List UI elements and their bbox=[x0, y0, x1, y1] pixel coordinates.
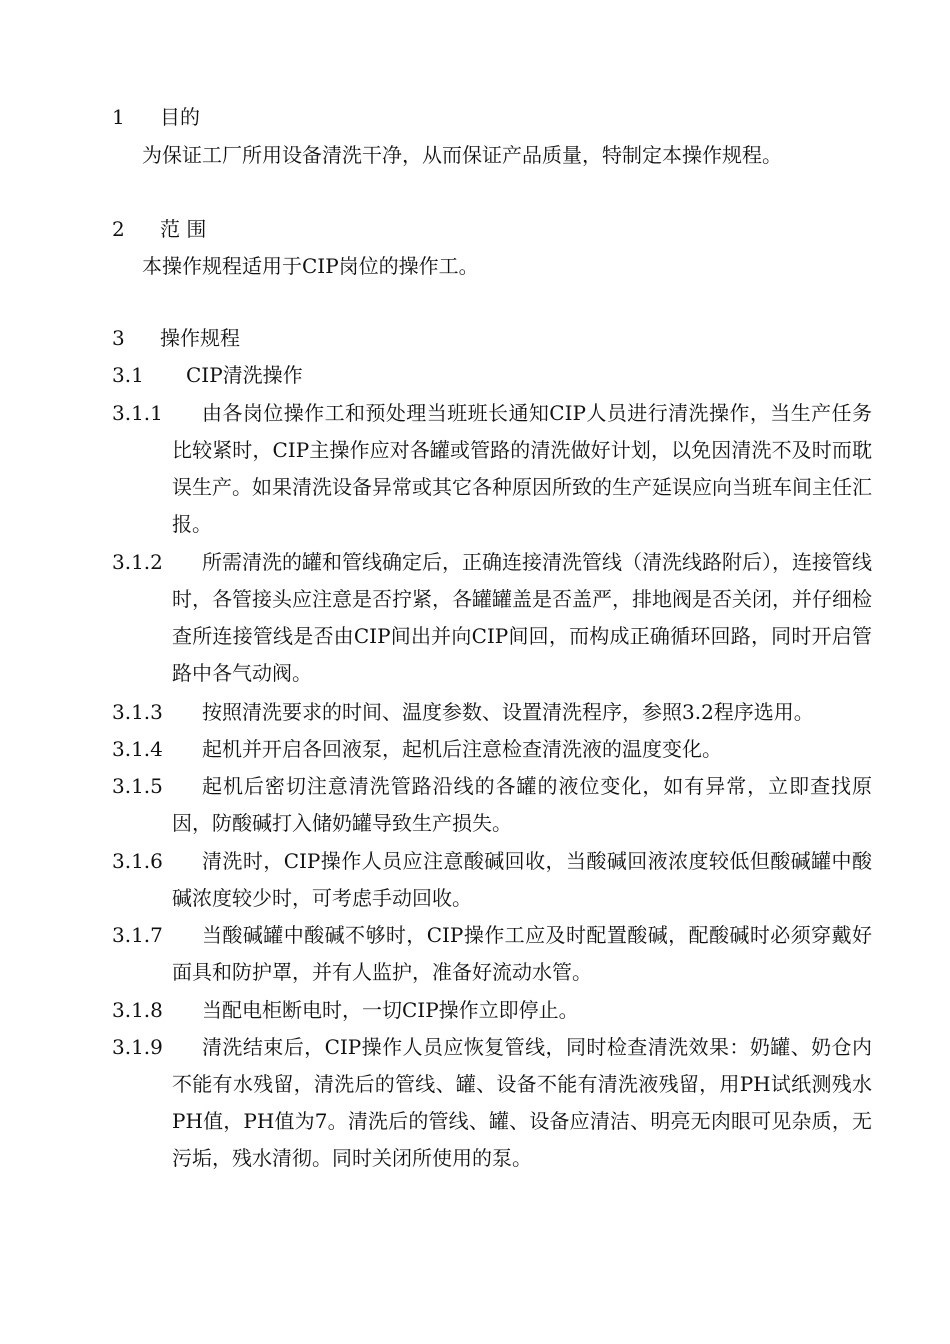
section-title: 目的 bbox=[160, 105, 200, 129]
list-item bbox=[112, 395, 872, 543]
list-item bbox=[112, 731, 872, 768]
subsection-number: 3.1 bbox=[112, 363, 144, 387]
item-number: 3.1.6 bbox=[112, 849, 163, 873]
item-number: 3.1.7 bbox=[112, 923, 163, 947]
list-item bbox=[112, 1029, 872, 1177]
section-number: 3 bbox=[112, 326, 125, 350]
item-number: 3.1.2 bbox=[112, 550, 163, 574]
item-text: 起机并开启各回液泵，起机后注意检查清洗液的温度变化。 bbox=[202, 737, 722, 761]
section-2-heading bbox=[112, 211, 206, 248]
list-item bbox=[112, 992, 872, 1029]
subsection-3-1-heading bbox=[112, 357, 303, 394]
item-number: 3.1.3 bbox=[112, 700, 163, 724]
section-3-heading bbox=[112, 320, 240, 357]
item-text: 当配电柜断电时，一切CIP操作立即停止。 bbox=[202, 998, 579, 1022]
item-text: 由各岗位操作工和预处理当班班长通知CIP人员进行清洗操作，当生产任务比较紧时，CIP主操作应对各罐或管路的清洗做好计划，以免因清洗不及时而耽误生产。如果清洗设备异常或其它各种原因所致的生产延误应向当班车间主任汇报。 bbox=[172, 401, 872, 536]
item-number: 3.1.1 bbox=[112, 401, 163, 425]
list-item bbox=[112, 544, 872, 692]
section-number: 1 bbox=[112, 105, 125, 129]
list-item bbox=[112, 694, 872, 731]
item-text: 所需清洗的罐和管线确定后，正确连接清洗管线（清洗线路附后），连接管线时，各管接头应注意是否拧紧，各罐罐盖是否盖严，排地阀是否关闭，并仔细检查所连接管线是否由CIP间出并向CIP间回，而构成正确循环回路，同时开启管路中各气动阀。 bbox=[172, 550, 872, 685]
item-text: 清洗结束后，CIP操作人员应恢复管线，同时检查清洗效果：奶罐、奶仓内不能有水残留，清洗后的管线、罐、设备不能有清洗液残留，用PH试纸测残水PH值，PH值为7。清洗后的管线、罐、设备应清洁、明亮无肉眼可见杂质，无污垢，残水清彻。同时关闭所使用的泵。 bbox=[172, 1035, 872, 1170]
item-text: 按照清洗要求的时间、温度参数、设置清洗程序，参照3.2程序选用。 bbox=[202, 700, 814, 724]
item-number: 3.1.9 bbox=[112, 1035, 163, 1059]
section-2-text: 本操作规程适用于CIP岗位的操作工。 bbox=[142, 254, 479, 278]
list-item bbox=[112, 917, 872, 991]
subsection-title: CIP清洗操作 bbox=[186, 363, 303, 387]
item-text: 起机后密切注意清洗管路沿线的各罐的液位变化，如有异常，立即查找原因，防酸碱打入储奶罐导致生产损失。 bbox=[172, 774, 872, 835]
list-item bbox=[112, 843, 872, 917]
item-number: 3.1.5 bbox=[112, 774, 163, 798]
section-number: 2 bbox=[112, 217, 125, 241]
item-number: 3.1.8 bbox=[112, 998, 163, 1022]
section-1-text: 为保证工厂所用设备清洗干净，从而保证产品质量，特制定本操作规程。 bbox=[142, 143, 782, 167]
list-item bbox=[112, 768, 872, 842]
item-text: 清洗时，CIP操作人员应注意酸碱回收，当酸碱回液浓度较低但酸碱罐中酸碱浓度较少时，可考虑手动回收。 bbox=[172, 849, 872, 910]
item-number: 3.1.4 bbox=[112, 737, 163, 761]
item-text: 当酸碱罐中酸碱不够时，CIP操作工应及时配置酸碱，配酸碱时必须穿戴好面具和防护罩，并有人监护，准备好流动水管。 bbox=[172, 923, 872, 984]
section-title: 范 围 bbox=[160, 217, 207, 241]
section-title: 操作规程 bbox=[160, 326, 240, 350]
section-1-heading bbox=[112, 99, 200, 136]
